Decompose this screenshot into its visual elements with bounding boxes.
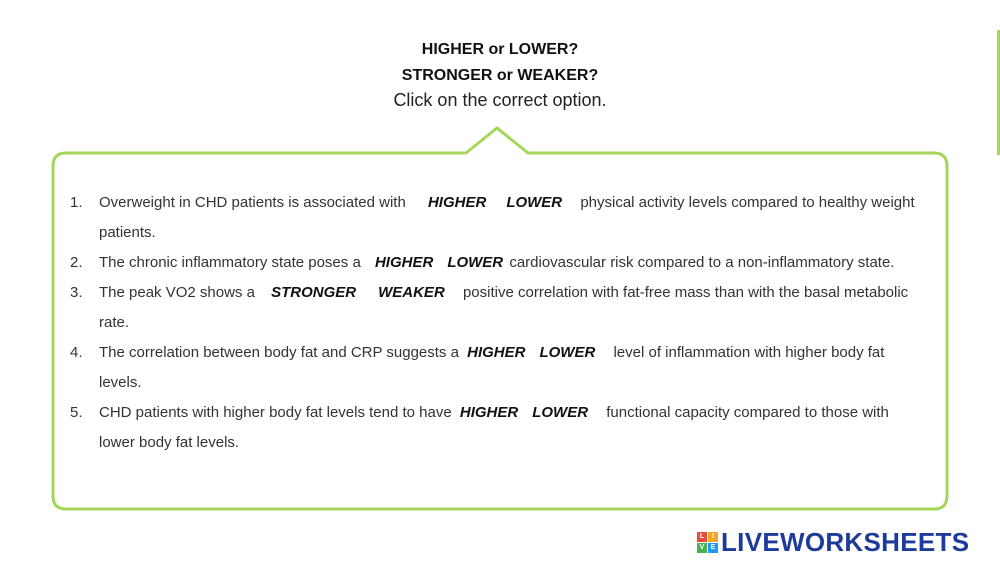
logo-block-l: L xyxy=(697,532,707,542)
question-text-before: Overweight in CHD patients is associated with xyxy=(99,194,406,211)
option-higher[interactable]: HIGHER xyxy=(374,254,434,271)
option-higher[interactable]: HIGHER xyxy=(467,344,526,361)
option-lower[interactable]: LOWER xyxy=(506,194,563,211)
option-lower[interactable]: LOWER xyxy=(532,404,589,421)
option-lower[interactable]: LOWER xyxy=(539,344,596,361)
question-2 xyxy=(70,248,920,278)
question-number: 1. xyxy=(70,194,83,211)
logo-block-v: V xyxy=(697,543,707,553)
option-weaker[interactable]: WEAKER xyxy=(378,284,445,301)
question-text-before: The peak VO2 shows a xyxy=(99,284,255,301)
option-higher[interactable]: HIGHER xyxy=(459,404,519,421)
liveworksheets-logo xyxy=(697,527,969,557)
question-text-before: The correlation between body fat and CRP suggests a xyxy=(99,344,459,361)
title-line-2: STRONGER or WEAKER? xyxy=(401,67,599,84)
question-text-before: CHD patients with higher body fat levels tend to have xyxy=(99,404,452,421)
logo-blocks-icon xyxy=(697,532,718,553)
question-3 xyxy=(70,278,920,338)
option-lower[interactable]: LOWER xyxy=(447,254,504,271)
logo-block-e: E xyxy=(708,543,718,553)
question-5 xyxy=(70,398,920,458)
question-text-after: physical activity levels compared to healthy weight patients. xyxy=(99,194,915,241)
question-number: 5. xyxy=(70,404,83,421)
question-list xyxy=(70,188,920,458)
option-higher[interactable]: HIGHER xyxy=(427,194,487,211)
logo-text: LIVEWORKSHEETS xyxy=(721,526,970,557)
question-text-before: The chronic inflammatory state poses a xyxy=(99,254,361,271)
question-text-after: positive correlation with fat-free mass than with the basal metabolic rate. xyxy=(99,284,909,331)
question-text-after: level of inflammation with higher body fat levels. xyxy=(99,344,885,391)
title-line-1: HIGHER or LOWER? xyxy=(421,41,579,58)
question-1 xyxy=(70,188,920,248)
question-4 xyxy=(70,338,920,398)
option-stronger[interactable]: STRONGER xyxy=(271,284,357,301)
question-text-after: cardiovascular risk compared to a non-inflammatory state. xyxy=(509,254,895,271)
question-number: 3. xyxy=(70,284,83,301)
question-text-after: functional capacity compared to those with lower body fat levels. xyxy=(99,404,889,451)
question-number: 4. xyxy=(70,344,83,361)
logo-block-i: I xyxy=(708,532,718,542)
question-number: 2. xyxy=(70,254,83,271)
instruction-text: Click on the correct option. xyxy=(393,90,607,110)
